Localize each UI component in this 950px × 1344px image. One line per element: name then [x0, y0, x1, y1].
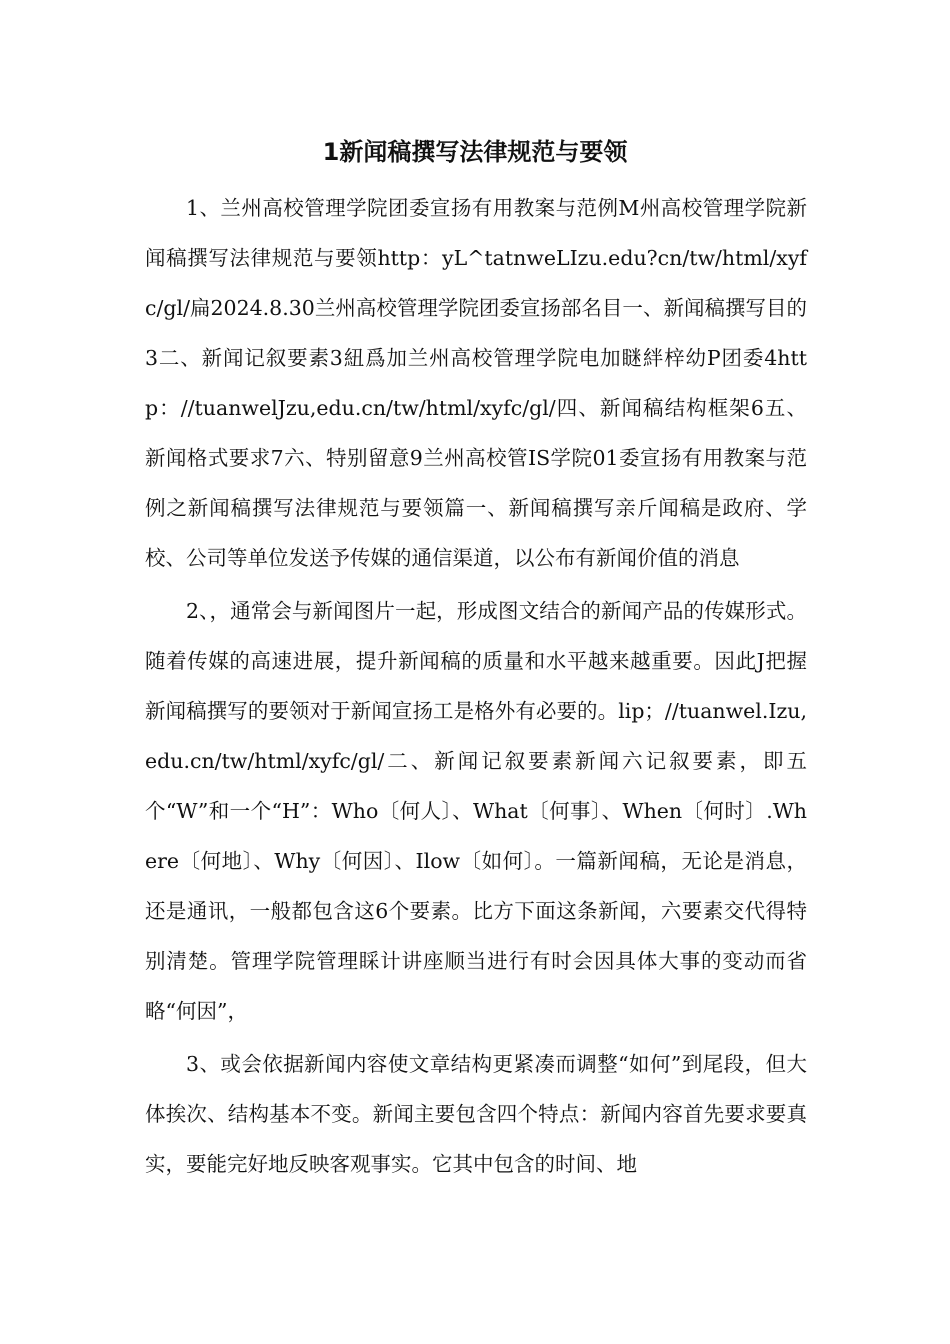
document-body [145, 183, 807, 1192]
document-title: 1新闻稿撰写法律规范与要领 [322, 138, 628, 166]
paragraph-2: 2、，通常会与新闻图片一起，形成图文结合的新闻产品的传媒形式。随着传媒的高速进展，提升新闻稿的质量和水平越来越重要。因此J把握新闻稿撰写的要领对于新闻宣扬工是格外有必要的。lip；//tuanwel.Izu,edu.cn/tw/html/xyfc/gl/二、新闻记叙要素新闻六记叙要素，即五个“W”和一个“H”：Who〔何人〕、What〔何事〕、When〔何时〕.Where〔何地〕、Why〔何因〕、Ilow〔如何〕。一篇新闻稿，无论是消息，还是通讯，一般都包含这6个要素。比方下面这条新闻，六要素交代得特别清楚。管理学院管理睬计讲座顺当进行有时会因具体大事的变动而省略“何因”， [145, 599, 807, 1023]
paragraph-1: 1、兰州高校管理学院团委宣扬有用教案与范例M州高校管理学院新闻稿撰写法律规范与要领http：yL^tatnweLIzu.edu?cn/tw/html/xyfc/gl/扁2024.8.30兰州高校管理学院团委宣扬部名目一、新闻稿撰写目的3二、新闻记叙要素3紐爲加兰州高校管理学院电加瞇絆梓幼P团委4http：//tuanwelJzu,edu.cn/tw/html/xyfc/gl/四、新闻稿结构框架6五、新闻格式要求7六、特别留意9兰州高校管IS学院01委宣扬有用教案与范例之新闻稿撰写法律规范与要领篇一、新闻稿撰写亲斤闻稿是政府、学校、公司等单位发送予传媒的通信渠道，以公布有新闻价值的消息 [145, 196, 807, 570]
paragraph-3: 3、或会依据新闻内容使文章结构更紧凑而调整“如何”到尾段，但大体挨次、结构基本不变。新闻主要包含四个特点：新闻内容首先要求要真实，要能完好地反映客观事实。它其中包含的时间、地 [145, 1052, 807, 1176]
